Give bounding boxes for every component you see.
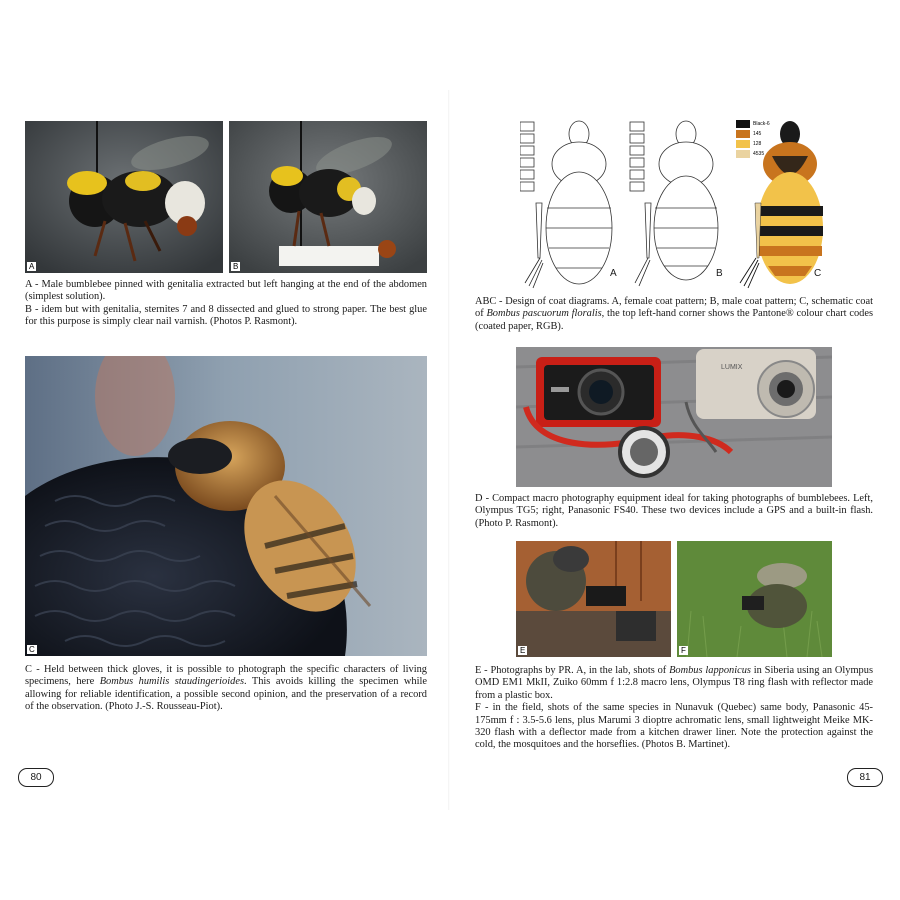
swatch-color [736,150,750,158]
photo-label: A [29,262,35,271]
photo-b-dissected-genitalia [229,121,427,273]
caption-c-text-end: . This avoids killing the specimen while allowing for reliable identification, a possible second opinion, and the preservation of a record of the observation. (Photo J.-S. Rousseau-Piot). [25,676,427,713]
pantone-swatch-4535 [736,150,764,158]
pantone-swatch-145 [736,130,761,138]
photo-label: F [681,646,686,655]
caption-c [25,664,427,714]
caption-abc-text: ABC - Design of coat diagrams. A, female coat pattern; B, male coat pattern; C, schematic coat of [475,296,873,320]
page-number-left: 80 [18,768,54,787]
caption-d-text: D - Compact macro photography equipment ideal for taking photographs of bumblebees. Left, Olympus TG5; right, Panasonic FS40. These two devices include a GPS and a built-in flash. (Photo P. Rasmont). [475,493,873,529]
right-page [450,0,900,900]
coat-diagrams-svg [520,118,840,293]
coat-diagram-b [630,121,718,280]
photo-a-pinned-male-bumblebee [25,121,223,273]
coat-diagram-a [520,121,612,284]
species-name: Bombus pascuorum floralis [486,308,602,320]
photo-label: E [520,646,526,655]
species-name: Bombus lapponicus [669,665,751,676]
caption-abc-text-end: , the top left-hand corner shows the Pantone® colour chart codes (coated paper, RGB). [475,308,873,332]
lab-scene-illustration [516,541,671,657]
photo-label: B [233,262,239,271]
page-number-right: 81 [847,768,883,787]
cameras-illustration [516,347,832,487]
swatch-label: 145 [753,131,762,137]
swatch-color [736,130,750,138]
pantone-swatch-128 [736,140,761,148]
diagram-label-a: A [610,268,617,279]
camera-brand-text: LUMIX [721,364,743,371]
caption-ef [475,665,873,752]
swatch-label: Black-6 [753,121,770,127]
caption-e-text: E - Photographs by PR. A, in the lab, shots of [475,665,670,676]
caption-d [475,493,873,530]
pantone-swatch-black [736,120,770,128]
swatch-label: 4535 [753,151,765,157]
swatch-label: 128 [753,141,762,147]
caption-e-text-end: in Siberia using an Olympus OMD EM1 MkII, Zuiko 60mm f 1:2.8 macro lens, Olympus T8 ring flash with reflector made from a plastic box. [475,665,873,701]
photo-label: C [29,645,35,654]
swatch-color [736,140,750,148]
photo-f-field-photography [677,541,832,657]
diagram-label-c: C [814,268,822,279]
bumblebee-illustration-a [25,121,223,273]
caption-b-text: B - idem but with genitalia, sternites 7 and 8 dissected and glued to strong paper. The best glue for this purpose is simply clear nail varnish. (Photos P. Rasmont). [25,303,427,328]
caption-f-text: F - in the field, shots of the same species in Nunavuk (Quebec) same body, Panasonic 45-175mm f : 3.5-5.6 lens, plus Marumi 3 dioptre achromatic lens, small lightweight Meike MK-320 flash with a deflector made from a kitchen drawer liner. Note the protection against the cold, the mosquitoes and the horseflies. (Photos B. Martinet). [475,702,873,751]
coat-diagrams-figure [520,118,840,293]
bumblebee-illustration-c [25,356,427,656]
species-name: Bombus humilis staudingerioides [99,676,244,688]
caption-c-text: C - Held between thick gloves, it is possible to photograph the specific characters of living specimens, here [25,664,427,688]
photo-c-bumblebee-on-glove [25,356,427,656]
caption-abc [475,296,873,333]
photo-e-lab-photography [516,541,671,657]
caption-a-text: A - Male bumblebee pinned with genitalia extracted but left hanging at the end of the abdomen (simplest solution). [25,279,427,303]
bumblebee-illustration-b [229,121,427,273]
diagram-label-b: B [716,268,723,279]
swatch-color [736,120,750,128]
coat-diagram-c [755,121,823,284]
photo-d-compact-cameras [516,347,832,487]
caption-ab [25,279,427,329]
field-scene-illustration [677,541,832,657]
